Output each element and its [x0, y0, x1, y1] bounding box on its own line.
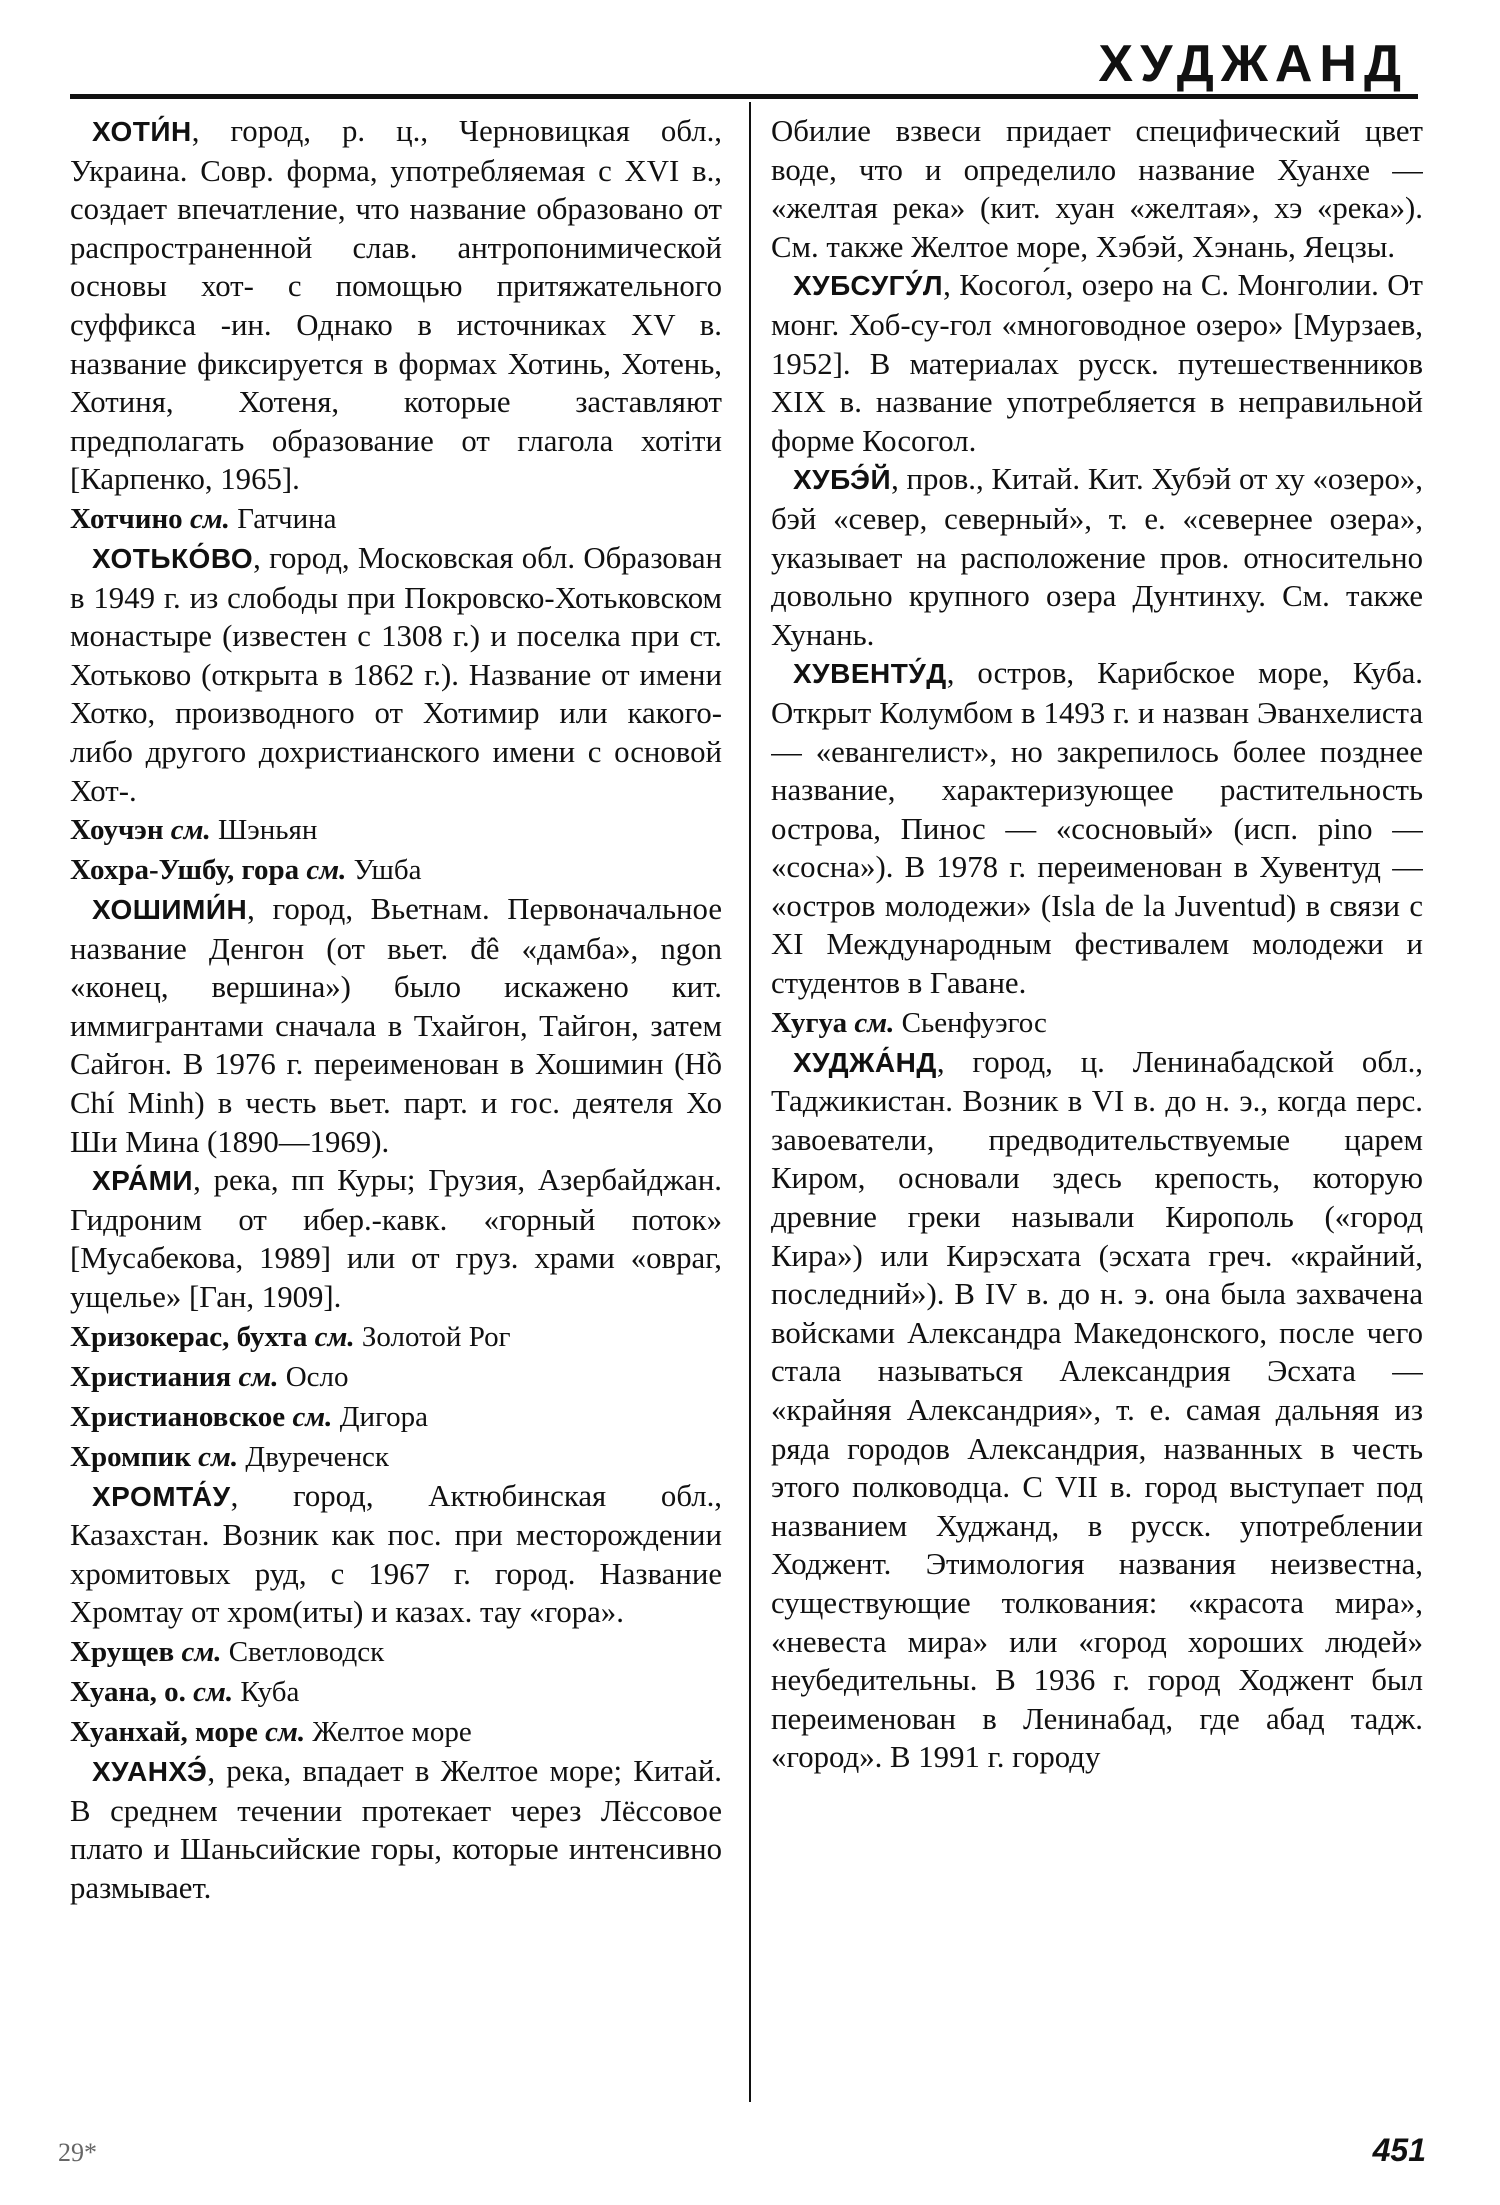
- ref-term: Хуанхай, море: [70, 1716, 258, 1748]
- ref-term: Хоучэн: [70, 814, 164, 847]
- ref-target: Сьенфуэгос: [901, 1006, 1047, 1039]
- ref-target: Шэньян: [218, 814, 318, 847]
- cross-reference: [70, 850, 722, 890]
- cross-reference: [70, 499, 722, 539]
- entry-text: , остров, Карибское море, Куба. Открыт Колумбом в 1493 г. и назван Эванхелиста — «евангелист», но закрепилось более позднее название, характеризующее растительность острова, Пинос — «сосновый» (исп. pino — «сосна»). В 1978 г. переименован в Хувентуд — «остров молодежи» (Isla de la Juventud) в связи с XI Международным фестивалем молодежи и студентов в Гаване.: [771, 656, 1423, 1001]
- cross-reference: [70, 1357, 722, 1397]
- ref-term: Хромпик: [70, 1440, 191, 1473]
- left-column: [70, 112, 722, 1907]
- headword: ХУБЭ́Й: [793, 464, 892, 496]
- ref-target: Желтое море: [312, 1716, 472, 1748]
- entry-khudzhand: [771, 1043, 1423, 1777]
- see-marker: см.: [170, 814, 211, 847]
- page-number: 451: [1372, 2132, 1426, 2168]
- see-marker: см.: [306, 854, 347, 887]
- ref-term: Хуана, о.: [70, 1676, 186, 1708]
- ref-term: Хризокерас, бухта: [70, 1320, 308, 1353]
- entry-text: , город, Актюбинская обл., Казахстан. Возник как пос. при месторождении хромитовых руд, с 1967 г. город. Название Хромтау от хром(иты) и казах. тау «гора».: [70, 1478, 722, 1630]
- ref-term: Хрущев: [70, 1636, 175, 1668]
- cross-reference: [70, 1672, 722, 1712]
- ref-target: Дигора: [339, 1400, 429, 1433]
- cross-reference: [771, 1003, 1423, 1043]
- ref-term: Хотчино: [70, 502, 183, 535]
- ref-target: Гатчина: [237, 502, 337, 535]
- see-marker: см.: [265, 1716, 306, 1748]
- entry-text: , Косого́л, озеро на С. Монголии. От монг. Хоб-су-гол «многоводное озеро» [Мурзаев, 1952]. В материалах русск. путешественников XIX в. название употребляется в неправильной форме Косогол.: [771, 268, 1423, 458]
- see-marker: см.: [854, 1006, 895, 1039]
- ref-target: Куба: [240, 1676, 300, 1708]
- cross-reference: [70, 1317, 722, 1357]
- entry-text: , город, Вьетнам. Первоначальное название Денгон (от вьет. đê «дамба», ngon «конец, вершина») было искажено кит. иммигрантами сначала в Тхайгон, Тайгон, затем Сайгон. В 1976 г. переименован в Хошимин (Hồ Chí Minh) в честь вьет. парт. и гос. деятеля Хо Ши Мина (1890—1969).: [70, 892, 722, 1159]
- ref-target: Ушба: [353, 854, 422, 887]
- cross-reference: [70, 1437, 722, 1477]
- ref-target: Осло: [285, 1360, 349, 1393]
- ref-target: Золотой Рог: [361, 1320, 511, 1353]
- running-head: ХУДЖАНД: [1098, 35, 1408, 93]
- headword: ХОТИ́Н: [92, 116, 192, 147]
- entry-khuanhe: [70, 1752, 722, 1907]
- entry-text: , город, р. ц., Черновицкая обл., Украина. Совр. форма, употребляемая с XVI в., создает впечатление, что название образовано от распространенной слав. антропонимической основы хот- с помощью притяжательного суффикса -ин. Однако в источниках XV в. название фиксируется в формах Хотинь, Хотень, Хотиня, Хотеня, которые заставляют предполагать образование от глагола хотіти [Карпенко, 1965].: [70, 114, 722, 497]
- entry-continuation: Обилие взвеси придает специфический цвет воде, что и определило название Хуанхе — «желтая река» (кит. хуан «желтая», хэ «река»). См. также Желтое море, Хэбэй, Хэнань, Яецзы.: [771, 114, 1423, 264]
- see-marker: см.: [198, 1440, 239, 1473]
- cross-reference: [70, 810, 722, 850]
- entry-khrami: [70, 1161, 722, 1316]
- header-rule: [70, 94, 1418, 99]
- headword: ХРОМТА́У: [92, 1480, 231, 1512]
- entry-text: , город, ц. Ленинабадской обл., Таджикистан. Возник в VI в. до н. э., когда перс. завоеватели, предводительствуемые царем Киром, основали здесь крепость, которую древние греки называли Кирополь («город Кира») или Кирэсхата (эсхата греч. «крайний, последний»). В IV в. до н. э. она была захвачена войсками Александра Македонского, после чего стала называться Александрия Эсхата — «крайняя Александрия», т. е. самая дальняя из ряда городов Александрия, названных в честь этого полководца. С VII в. город выступает под названием Худжанд, в русск. употреблении Ходжент. Этимология названия неизвестна, существующие толкования: «красота мира», «невеста мира» или «город хороших людей» неубедительны. В 1936 г. город Ходжент был переименован в Ленинабад, где абад тадж. «город». В 1991 г. городу: [771, 1044, 1423, 1775]
- ref-term: Хугуа: [771, 1006, 848, 1039]
- headword: ХОТЬКО́ВО: [92, 542, 254, 574]
- ref-term: Хохра-Ушбу, гора: [70, 854, 300, 887]
- entry-text: , река, впадает в Желтое море; Китай. В среднем течении протекает через Лёссовое плато и Шаньсийские горы, которые интенсивно размывает.: [70, 1754, 722, 1905]
- entry-khromtau: [70, 1477, 722, 1632]
- ref-target: Светловодск: [228, 1636, 385, 1668]
- entry-khuventud: [771, 654, 1423, 1002]
- headword: ХОШИМИ́Н: [92, 894, 248, 926]
- headword: ХУВЕНТУ́Д: [793, 658, 947, 690]
- entry-text: , город, Московская обл. Образован в 1949 г. из слободы при Покровско-Хотьковском монастыре (известен с 1308 г.) и поселка при ст. Хотьково (открыта в 1862 г.). Название от имени Хотко, производного от Хотимир или какого-либо другого дохристианского имени с основой Хот-.: [70, 540, 722, 808]
- headword: ХУАНХЭ́: [92, 1756, 208, 1787]
- cross-reference: [70, 1712, 722, 1752]
- column-divider: [749, 102, 751, 2102]
- ref-target: Двуреченск: [245, 1440, 389, 1473]
- entry-khotkovo: [70, 539, 722, 810]
- headword: ХУБСУГУ́Л: [793, 270, 944, 302]
- headword: ХУДЖА́НД: [793, 1046, 937, 1078]
- see-marker: см.: [181, 1636, 222, 1668]
- see-marker: см.: [189, 502, 230, 535]
- entry-text: , река, пп Куры; Грузия, Азербайджан. Гидроним от ибер.-кавк. «горный поток» [Мусабекова, 1989] или от груз. храми «овраг, ущелье» [Ган, 1909].: [70, 1163, 722, 1315]
- see-marker: см.: [314, 1320, 355, 1353]
- signature-mark: 29*: [58, 2138, 97, 2167]
- entry-khotin: [70, 112, 722, 499]
- see-marker: см.: [292, 1400, 333, 1433]
- right-column: [771, 112, 1423, 1777]
- see-marker: см.: [238, 1360, 279, 1393]
- cross-reference: [70, 1397, 722, 1437]
- entry-khubsugul: [771, 266, 1423, 460]
- ref-term: Христиановское: [70, 1400, 286, 1433]
- entry-khubei: [771, 460, 1423, 654]
- ref-term: Христиания: [70, 1360, 232, 1393]
- headword: ХРА́МИ: [92, 1165, 194, 1197]
- entry-text: , пров., Китай. Кит. Хубэй от ху «озеро», бэй «север, северный», т. е. «севернее озера», указывает на расположение пров. относительно довольно крупного озера Дунтинху. См. также Хунань.: [771, 462, 1423, 652]
- cross-reference: [70, 1632, 722, 1672]
- entry-khoshimin: [70, 890, 722, 1161]
- see-marker: см.: [193, 1676, 234, 1708]
